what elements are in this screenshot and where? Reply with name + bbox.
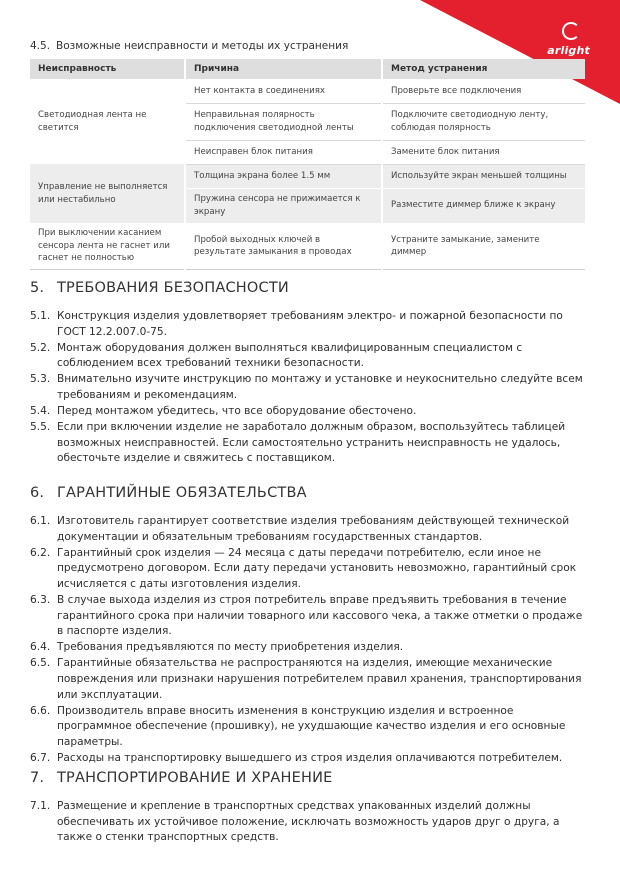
faults-title-text: Возможные неисправности и методы их устранения <box>56 40 349 52</box>
faults-header-row <box>30 59 585 79</box>
fix-cell: Замените блок питания <box>382 140 585 164</box>
faults-table <box>30 59 585 270</box>
item-number: 5.2. <box>30 341 51 354</box>
item-number: 5.1. <box>30 310 51 322</box>
list-item <box>30 372 590 403</box>
item-number: 6.5. <box>30 657 51 670</box>
cause-cell: Неправильная полярность подключения светодиодной ленты <box>185 103 382 140</box>
list-item <box>30 514 590 545</box>
fix-cell: Подключите светодиодную ленту, соблюдая полярность <box>382 103 585 140</box>
cause-cell: Неисправен блок питания <box>185 140 382 164</box>
item-number: 6.4. <box>30 641 51 654</box>
brand-logo-mark-icon <box>562 22 580 40</box>
item-number: 5.3. <box>30 373 51 386</box>
cause-cell: Пробой выходных ключей в результате замыкания в проводах <box>185 223 382 269</box>
faults-header-fix: Метод устранения <box>382 59 585 79</box>
safety-number: 5. <box>30 280 45 296</box>
item-text: Гарантийные обязательства не распространяются на изделия, имеющие механические повреждения или признаки нарушения потребителем правил хранения, транспортирования или эксплуатации. <box>57 657 582 701</box>
item-text: Изготовитель гарантирует соответствие изделия требованиям действующей технической документации и обязательным требованиям государственных стандартов. <box>57 515 570 543</box>
cause-cell: Нет контакта в соединениях <box>185 79 382 103</box>
list-item <box>30 420 590 467</box>
list-item <box>30 799 590 846</box>
warranty-number: 6. <box>30 485 45 501</box>
item-number: 6.1. <box>30 515 51 527</box>
list-item <box>30 546 590 593</box>
item-number: 5.4. <box>30 405 51 418</box>
fault-cell: Управление не выполняется или нестабильно <box>30 164 185 223</box>
fix-cell: Используйте экран меньшей толщины <box>382 164 585 188</box>
warranty-heading <box>30 485 307 501</box>
item-text: Гарантийный срок изделия — 24 месяца с даты передачи потребителю, если иное не предусмотрено договором. Если дату передачи установить невозможно, гарантийный срок исчисляется с даты изготовления изделия. <box>57 546 577 590</box>
transport-heading <box>30 770 333 786</box>
transport-number: 7. <box>30 770 45 786</box>
list-item <box>30 704 590 751</box>
item-text: Требования предъявляются по месту приобретения изделия. <box>57 641 404 654</box>
faults-number: 4.5. <box>30 40 51 52</box>
item-text: Конструкция изделия удовлетворяет требованиям электро- и пожарной безопасности по ГОСТ 12.2.007.0-75. <box>57 310 563 338</box>
fix-cell: Устраните замыкание, замените диммер <box>382 223 585 269</box>
fault-cell: При выключении касанием сенсора лента не гаснет или гаснет не полностью <box>30 223 185 269</box>
list-item <box>30 593 590 640</box>
fix-cell: Разместите диммер ближе к экрану <box>382 188 585 223</box>
item-text: Расходы на транспортировку вышедшего из строя изделия оплачиваются потребителем. <box>57 751 563 764</box>
item-text: В случае выхода изделия из строя потребитель вправе предъявить требования в течение гарантийного срока при наличии товарного или кассового чека, а также отметки о продаже в паспорте изделия. <box>57 593 583 638</box>
list-item <box>30 656 590 703</box>
brand-logo: arlight <box>547 44 590 57</box>
cause-cell: Толщина экрана более 1.5 мм <box>185 164 382 188</box>
item-text: Внимательно изучите инструкцию по монтажу и установке и неукоснительно следуйте всем требованиям и рекомендациям. <box>57 373 583 401</box>
warranty-list <box>30 514 590 767</box>
list-item <box>30 640 590 656</box>
faults-header-fault: Неисправность <box>30 59 185 79</box>
list-item <box>30 404 590 420</box>
safety-title: ТРЕБОВАНИЯ БЕЗОПАСНОСТИ <box>57 280 289 296</box>
item-number: 5.5. <box>30 421 51 434</box>
item-text: Монтаж оборудования должен выполняться квалифицированным специалистом с соблюдением всех требований техники безопасности. <box>57 341 523 370</box>
list-item <box>30 309 590 340</box>
item-number: 6.7. <box>30 751 51 764</box>
item-text: Перед монтажом убедитесь, что все оборудование обесточено. <box>57 405 417 418</box>
item-number: 6.6. <box>30 704 51 717</box>
transport-title: ТРАНСПОРТИРОВАНИЕ И ХРАНЕНИЕ <box>57 770 333 786</box>
item-text: Размещение и крепление в транспортных средствах упакованных изделий должны обеспечивать их устойчивое положение, исключать возможность ударов друг о друга, а также о стенки транспортных средств. <box>57 800 560 844</box>
cause-cell: Пружина сенсора не прижимается к экрану <box>185 188 382 223</box>
list-item <box>30 341 590 372</box>
table-row <box>30 164 585 188</box>
fix-cell: Проверьте все подключения <box>382 79 585 103</box>
transport-list <box>30 799 590 846</box>
item-number: 7.1. <box>30 800 51 812</box>
table-row <box>30 79 585 103</box>
list-item <box>30 751 590 767</box>
faults-header-cause: Причина <box>185 59 382 79</box>
item-number: 6.3. <box>30 593 51 606</box>
safety-list <box>30 309 590 467</box>
item-text: Если при включении изделие не заработало должным образом, воспользуйтесь таблицей возможных неисправностей. Если самостоятельно устранить неисправность не удалось, обесточьте изделие и свяжитесь с поставщиком. <box>57 421 566 465</box>
warranty-title: ГАРАНТИЙНЫЕ ОБЯЗАТЕЛЬСТВА <box>57 485 307 501</box>
faults-title <box>30 40 348 52</box>
fault-cell: Светодиодная лента не светится <box>38 110 147 133</box>
item-number: 6.2. <box>30 546 51 559</box>
item-text: Производитель вправе вносить изменения в конструкцию изделия и встроенное программное обеспечение (прошивку), не ухудшающие качество изделия и его основные параметры. <box>57 704 566 748</box>
table-row <box>30 223 585 269</box>
safety-heading <box>30 280 289 296</box>
